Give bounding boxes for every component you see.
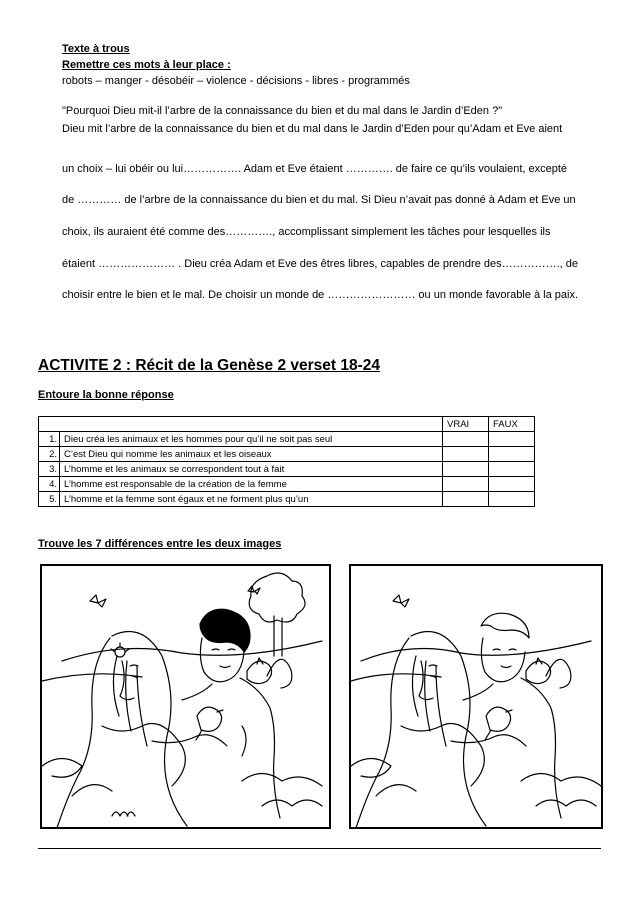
- table-row: [39, 492, 535, 507]
- table-row: [39, 462, 535, 477]
- faux-cell[interactable]: [489, 477, 535, 492]
- vrai-cell[interactable]: [443, 447, 489, 462]
- row-statement: C’est Dieu qui nomme les animaux et les oiseaux: [60, 447, 443, 462]
- differences-title: Trouve les 7 différences entre les deux images: [38, 538, 282, 550]
- exercise-instruction: Remettre ces mots à leur place :: [62, 59, 231, 71]
- table-row: [39, 447, 535, 462]
- vrai-cell[interactable]: [443, 432, 489, 447]
- word-list: robots – manger - désobéir – violence - décisions - libres - programmés: [62, 75, 410, 87]
- row-number: 4.: [39, 477, 60, 492]
- activity-instruction: Entoure la bonne réponse: [38, 389, 174, 401]
- true-false-table: [38, 416, 535, 507]
- table-header-row: [39, 417, 535, 432]
- text-line: choisir entre le bien et le mal. De choisir un monde de …………………… ou un monde favorable à la paix.: [62, 289, 579, 301]
- text-line: Dieu mit l’arbre de la connaissance du bien et du mal dans le Jardin d’Eden pour qu’Adam et Eve aient: [62, 123, 563, 135]
- faux-cell[interactable]: [489, 462, 535, 477]
- text-line: un choix – lui obéir ou lui……………. Adam et Eve étaient …………. de faire ce qu’ils voulaient, excepté: [62, 163, 568, 175]
- faux-cell[interactable]: [489, 492, 535, 507]
- row-number: 1.: [39, 432, 60, 447]
- col-vrai: VRAI: [443, 417, 489, 432]
- bottom-rule: [38, 848, 601, 849]
- row-statement: L’homme et les animaux se correspondent tout à fait: [60, 462, 443, 477]
- col-faux: FAUX: [489, 417, 535, 432]
- table-row: [39, 432, 535, 447]
- row-number: 5.: [39, 492, 60, 507]
- right-image-frame: [349, 564, 603, 829]
- row-statement: Dieu créa les animaux et les hommes pour qu’il ne soit pas seul: [60, 432, 443, 447]
- row-statement: L’homme est responsable de la création de la femme: [60, 477, 443, 492]
- row-statement: L’homme et la femme sont égaux et ne forment plus qu’un: [60, 492, 443, 507]
- activity-title: ACTIVITE 2 : Récit de la Genèse 2 verset 18-24: [38, 357, 381, 374]
- vrai-cell[interactable]: [443, 492, 489, 507]
- exercise-title: Texte à trous: [62, 43, 130, 55]
- adam-eve-illustration-left: [42, 566, 329, 827]
- adam-eve-illustration-right: [351, 566, 601, 827]
- left-image-frame: [40, 564, 331, 829]
- text-line: de ………… de l’arbre de la connaissance du bien et du mal. Si Dieu n’avait pas donné à Adam et Eve un: [62, 194, 576, 206]
- table-row: [39, 477, 535, 492]
- faux-cell[interactable]: [489, 432, 535, 447]
- vrai-cell[interactable]: [443, 477, 489, 492]
- text-line: choix, ils auraient été comme des…………., accomplissant simplement les tâches pour lesquelles ils: [62, 226, 551, 238]
- question-line: "Pourquoi Dieu mit-il l’arbre de la connaissance du bien et du mal dans le Jardin d’Eden ?": [62, 105, 503, 117]
- row-number: 3.: [39, 462, 60, 477]
- text-line: étaient ………………… . Dieu créa Adam et Eve des êtres libres, capables de prendre des……………., de: [62, 258, 579, 270]
- faux-cell[interactable]: [489, 447, 535, 462]
- row-number: 2.: [39, 447, 60, 462]
- vrai-cell[interactable]: [443, 462, 489, 477]
